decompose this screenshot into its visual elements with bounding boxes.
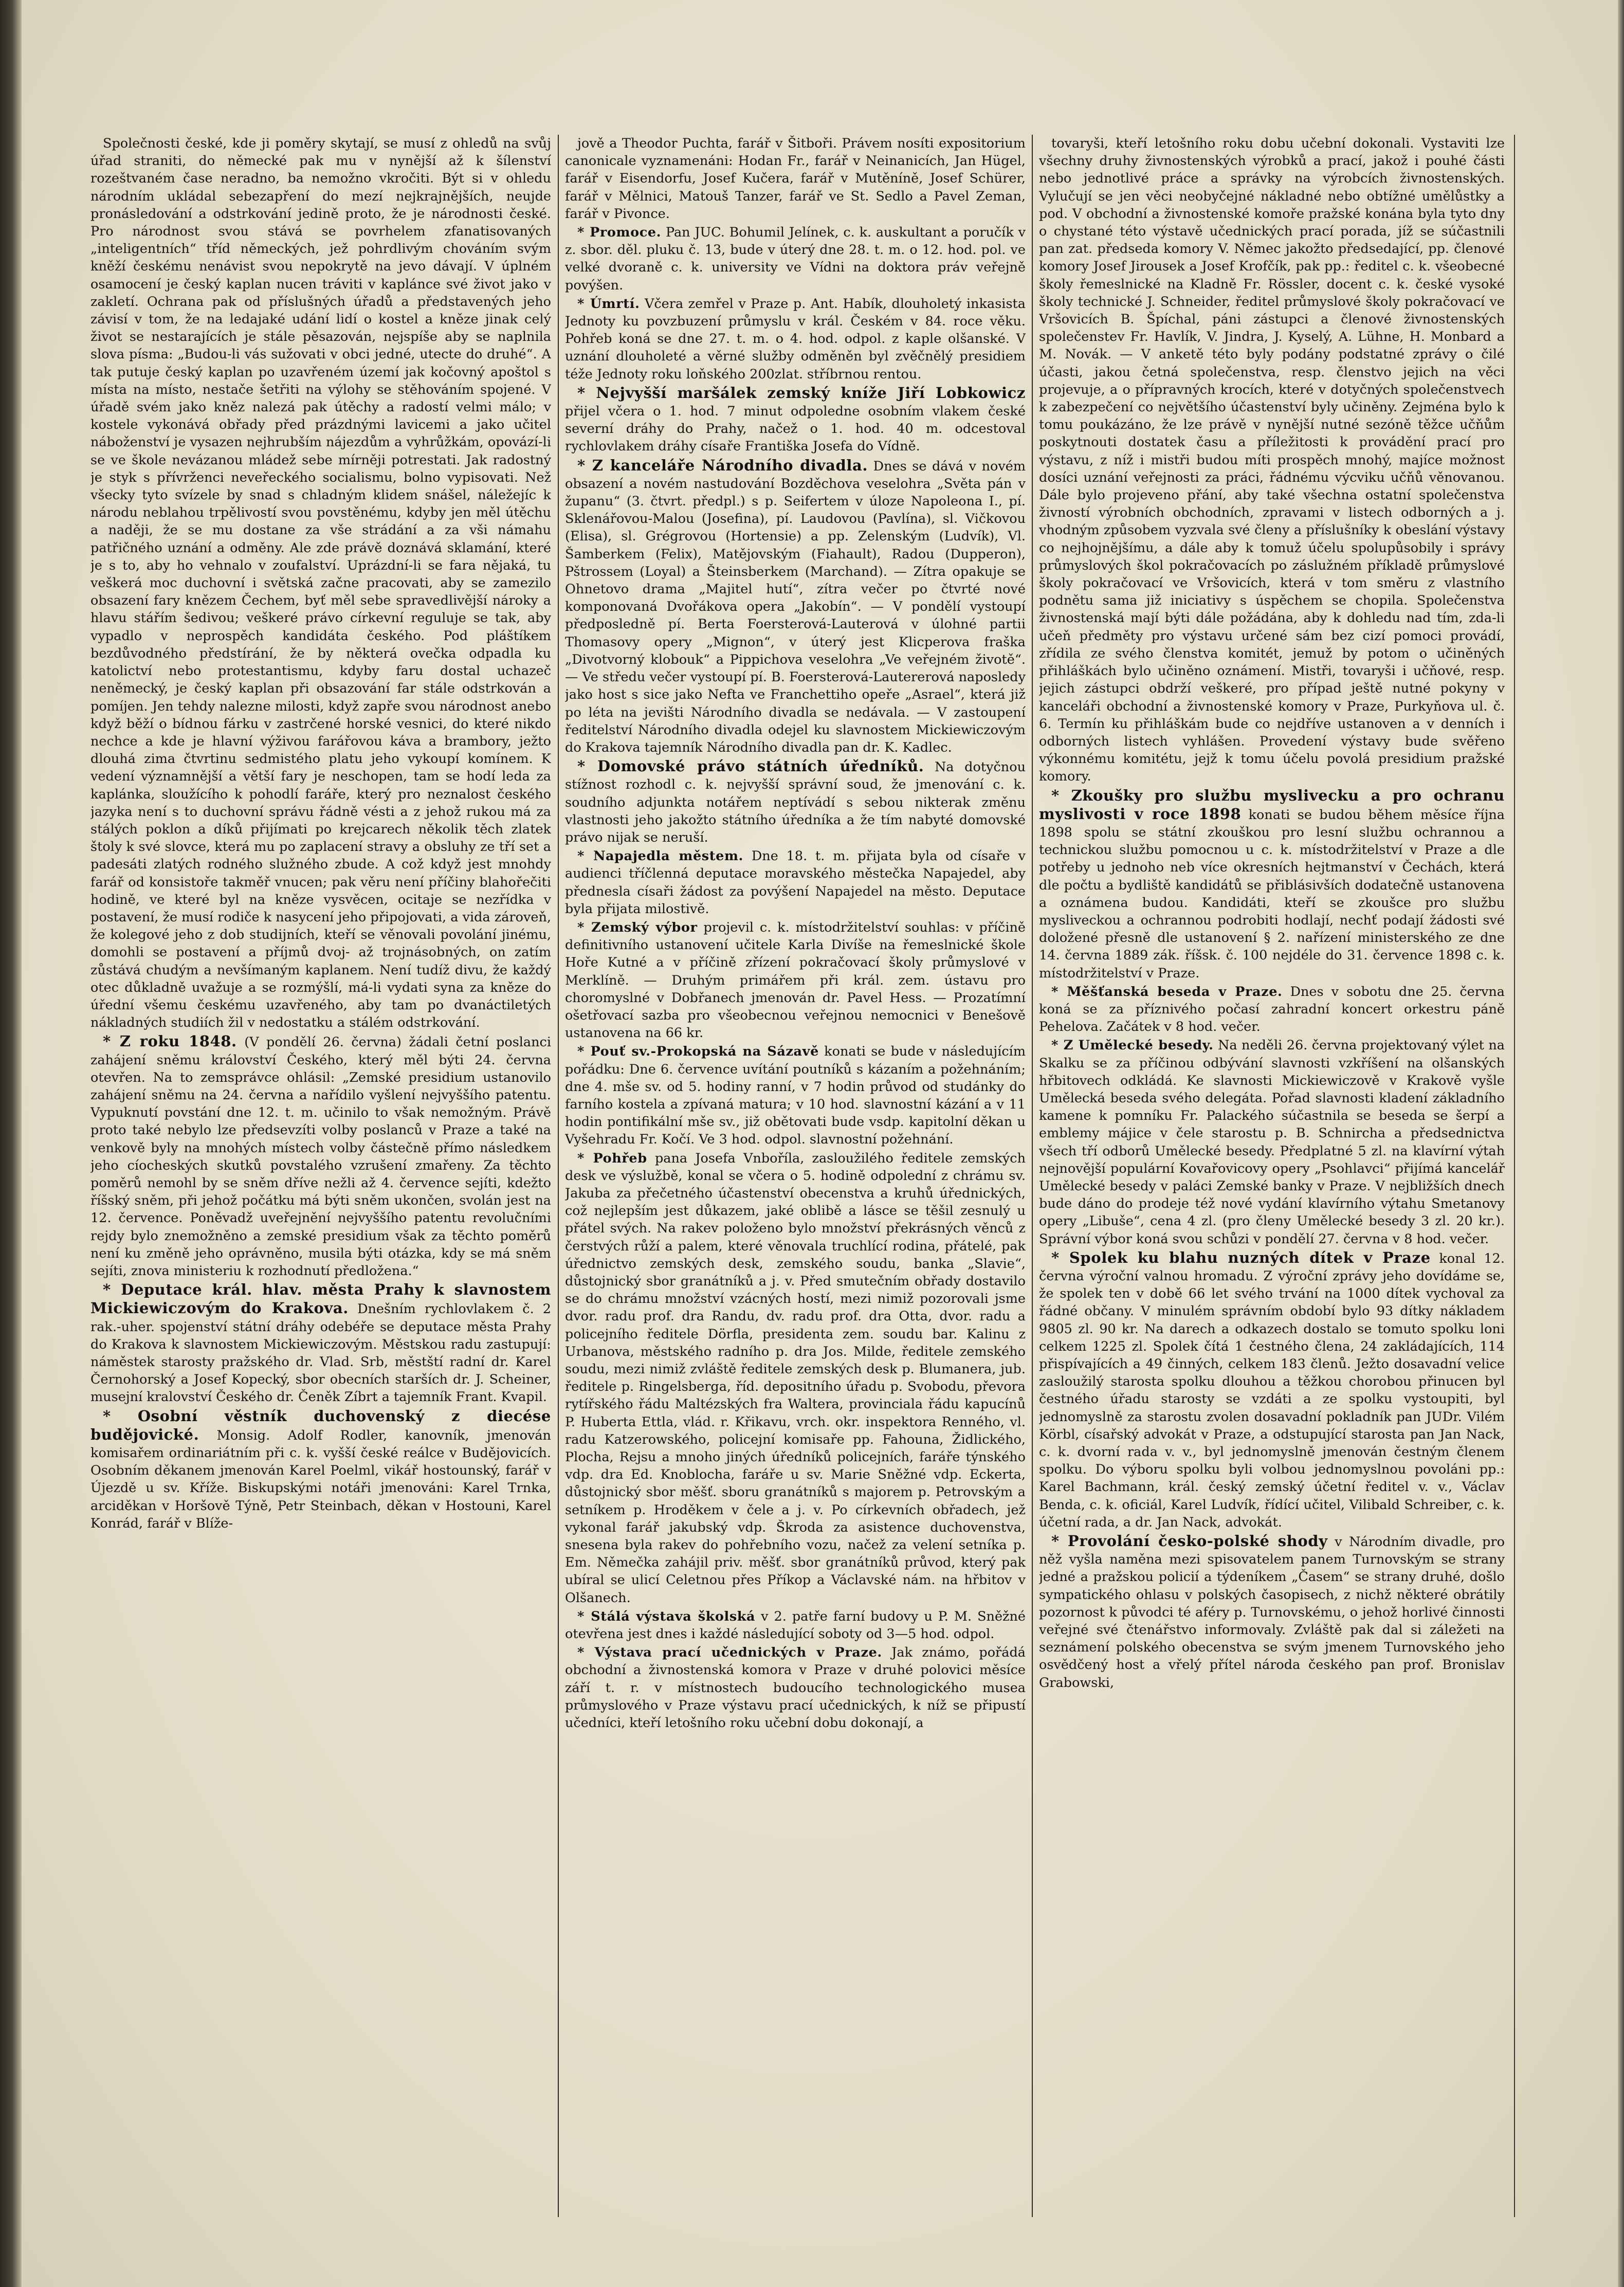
article-heading: * Pouť sv.-Prokopská na Sázavě [577,1044,819,1060]
article-heading: * Napajedla městem. [577,848,744,864]
article-heading: * Z kanceláře Národního divadla. [577,456,868,474]
article-paragraph: * Z Umělecké besedy. Na neděli 26. června projektovaný výlet na Skalku se za příčinou odbývání slavnosti vzkříšení na olšanských hřbitovech odkládá. Ke slavnosti Mickiewiczově v Krakově vyšle Umělecká beseda svého delegáta. Pořad slavnosti kladení základního kamene k pomníku Fr. Palackého súčastnila se beseda se šerpí a emblemy májice v čele starostu p. B. Schnircha a předsednictva všech tří odborů Umělecké besedy. Předplatné 5 zl. na klavírní výtah nejnovější populární Kovařovicovy opery „Psohlavci“ přijímá kancelář Umělecké besedy v paláci Zemské banky v Praze. V nejbližších dnech bude dáno do prodeje též nové vydání klavírního výtahu Smetanovy opery „Libuše“, cena 4 zl. (pro členy Umělecké besedy 3 zl. 20 kr.). Správní výbor koná svou schůzi v pondělí 27. června v 8 hod. večer. [1039,1038,1505,1247]
article-paragraph: * Nejvyšší maršálek zemský kníže Jiří Lobkowicz přijel včera o 1. hod. 7 minut odpoledne osobním vlakem české severní dráhy do Prahy, načež o 1. hod. 40 m. odcestoval rychlovlakem dráhy císaře Františka Josefa do Vídně. [565,384,1026,455]
article-paragraph: jově a Theodor Puchta, farář v Šitboři. Právem nosíti expositorium canonicale vyznamenáni: Hodan Fr., farář v Neinanicích, Jan Hügel, farář v Eisendorfu, Josef Kučera, farář v Mutěníně, Josef Schürer, farář v Mělnici, Matouš Tanzer, farář ve St. Sedlo a Pavel Zeman, farář v Pivonce. [565,136,1026,222]
article-paragraph: Společnosti české, kde ji poměry skytají, se musí z ohledů na svůj úřad straniti, do německé pak mu v nynější až k šílenství rozeštvaném čase neradno, ba nemožno vkročiti. Být si v ohledu národním ukládal sebezapření do mezí nejkrajnějších, neujde pronásledování a odstrkování jedině proto, že je národnosti české. Pro národnost svou stává se povrhelem zfanatisovaných „inteligentních“ tříd německých, jež pohrdlivým chováním svým kněží českému nenávist svou nepokrytě na jevo dávají. V úplném osamocení je český kaplan nucen tráviti v kaplánce své život jako v zakletí. Ochrana pak od příslušných úřadů a představených jeho závisí v tom, že na ledajaké udání lidí o kostel a kněze jinak celý život se nestarajících je stále pěsazován, nejspíše aby se naplnila slova písma: „Budou-li vás sužovati v obci jedné, utecte do druhé“. A tak putuje český kaplan po uzavřeném území jak kočovný apoštol s místa na místo, nestače šetřiti na výlohy se stěhováním spojené. V úřadě svém jako kněz nalezá pak útěchy a radostí velmi málo; v kostele vykonává obřady před prázdnými lavicemi a jako učitel náboženství je vysazen nejhrubším nájezdům a vyhrůžkám, opovází-li se ve škole nevázanou mládež sebe mírněji potrestati. Jak radostný je styk s přívrženci neveřeckého socialismu, bolno vypisovati. Než všecky tyto svízele by snad s chladným klidem snášel, náležejíc k národu neblahou trpělivostí svou povstěnému, kdyby jen měl útěchu a naději, že se mu dostane za vše strádání a za vši námahu patřičného uznání a odměny. Ale zde právě doznává sklamání, které je s to, aby ho vehnalo v zoufalství. Uprázdní-li se fara nějaká, tu veškerá moc duchovní i světská začne pracovati, aby se zamezilo obsazení fary knězem Čechem, byť měl sebe spravedlivější nároky a hlavu stářím šedivou; veškeré právo církevní reguluje se tak, aby vypadlo v neprospěch kandidáta českého. Pod pláštíkem bezdůvodného předstírání, že by některá ovečka odpadla ku katolictví nebo protestantismu, kdyby faru dostal uchazeč neněmecký, je český kaplan při obsazování far stále odstrkován a pomíjen. Jen tehdy nalezne milosti, když zapře svou národnost anebo když běží o bídnou fárku v zastrčené horské vesnici, do které nikdo nechce a kde je hlavní výživou farářovou káva a brambory, ježto dlouhá zima čtvrtinu sedmistého platu jeho vykoupí komínem. K vedení významnější a větší fary je neschopen, tam se hodí leda za kaplánka, sloužícího k pohodlí faráře, který pro neznalost českého jazyka není s to duchovní správu řádně vésti a z jehož rukou má za stálých poklon a díků přijímati po krejcarech několik těch zlatek štoly k své slovce, která mu po zaplacení stravy a obsluhy ze tří set a padesáti zlatých rodného služného zbude. A což když jest mnohdy farář od konsistoře takměř vnucen; pak věru není příčiny blahořečiti hodině, ve které byl na kněze vysvěcen, ocitaje se nezřídka v postavení, že musí rodiče k nasycení jeho připojovati, a vida zároveň, že kolegové jeho z dob studijních, kteří se věnovali povolání jinému, domohli se postavení a příjmů dvoj- až trojnásobných, on zatím zůstává chudým a nevšímaným kaplanem. Není tudíž divu, že každý otec důkladně uvažuje a se rozmýšlí, má-li vydati syna za kněze do úřední všemu českému uzavřeného, aby tam po dvanáctiletých nákladných studiích žil v nedostatku a stálém odstrkování. [90,136,551,1031]
article-heading: * Domovské právo státních úředníků. [577,757,924,775]
article-heading: * Zemský výbor [577,919,698,935]
article-heading: * Spolek ku blahu nuzných dítek v Praze [1051,1248,1431,1266]
article-heading: * Zkoušky pro službu myslivecku a pro ochranu myslivosti v roce 1898 [1039,786,1505,823]
article-paragraph: * Domovské právo státních úředníků. Na dotyčnou stížnost rozhodl c. k. nejvyšší správní soud, že jmenování c. k. soudního adjunkta notářem neptívádí s sebou nikterak změnu vlastnosti jeho jakožto státního úředníka a že tím nabyté domovské právo nijak se neruší. [565,757,1026,845]
article-paragraph: * Pohřeb pana Josefa Vnboříla, zasloužilého ředitele zemských desk ve výslužbě, konal se včera o 5. hodině odpolední z chrámu sv. Jakuba za přečetného účastenství obecenstva a kruhů úřednických, což nejlepším jest důkazem, jaké oblibě a lásce se těšil zesnulý u přátel svých. Na rakev položeno bylo množství překrásných věnců z čerstvých růží a palem, které věnovala truchlící rodina, přátelé, pak úřednictvo zemských desk, zemského soudu, banka „Slavie“, důstojnický sbor granátníků a j. v. Před smutečním obřady dostavilo se do chrámu množství vzácných hostí, mezi nimiž pozorovali jsme dvor. radu prof. dra Randu, dv. radu prof. dra Otta, dvor. radu a policejního ředitele Dörfla, presidenta zem. soudu bar. Kalinu z Urbanova, městského radního p. dra Jos. Milde, ředitele zemského soudu, mezi nimiž zvláště ředitele zemských desk p. Blumanera, jub. ředitele p. Ringelsberga, říd. depositního úřadu p. Svobodu, převora rytířského řádu Maltézských fra Waltera, provinciala řádu kapucínů P. Huberta Ettla, vlád. r. Křikavu, vrch. okr. inspektora Renného, vl. radu Katzerowského, policejní komisaře pp. Fahouna, Židlického, Plocha, Rejsu a mnoho jiných úředníků policejních, faráře týnského vdp. dra Ed. Knoblocha, faráře u sv. Marie Sněžné vdp. Eckerta, důstojnický sbor měšť. sboru granátníků s majorem p. Petrovským a setníkem p. Hroděkem v čele a j. v. Po církevních obřadech, jež vykonal farář jakubský vdp. Škroda za asistence duchovenstva, snesena byla rakev do pohřebního vozu, načež za velení setníka p. Em. Němečka zahájil priv. měšť. sbor granátníků průvod, který pak ubíral se ulicí Celetnou přes Příkop a Václavské nám. na hřbitov v Olšanech. [565,1150,1026,1606]
article-paragraph: * Promoce. Pan JUC. Bohumil Jelínek, c. k. auskultant a poručík v z. sbor. děl. pluku č. 13, bude v úterý dne 28. t. m. o 12. hod. pol. ve velké dvoraně c. k. university ve Vídni na doktora práv veřejně povýšen. [565,225,1026,293]
article-paragraph: * Osobní věstník duchovenský z diecése budějovické. Monsig. Adolf Rodler, kanovník, jmenován komisařem ordinariátním při c. k. vyšší české reálce v Budějovicích. Osobním děkanem jmenován Karel Poelml, vikář hostounský, farář v Újezdě u sv. Kříže. Biskupskými notáři jmenováni: Karel Trnka, arciděkan v Horšově Týně, Petr Steinbach, děkan v Hostouni, Karel Konrád, farář v Blíže- [90,1407,551,1531]
article-paragraph: * Provolání česko-polské shody v Národním divadle, pro něž vyšla naměna mezi spisovatelem panem Turnovským se strany jedné a pražskou policií a týdeníkem „Časem“ se strany druhé, došlo sympatického ohlasu v polských časopisech, z nichž některé obrátily pozornost k původci té aféry p. Turnovskému, o jehož horlivé činnosti veřejné své čtenářstvo informovaly. Zvláště pak dal si záležeti na seznámení polského obecenstva se svým jmenem Turnovského jeho osvědčený host a vřelý přítel národa českého pan prof. Bronislav Grabowski, [1039,1532,1505,1691]
column-divider [1032,135,1033,2217]
scan-edge-right [1618,0,1624,2287]
article-heading: * Osobní věstník duchovenský z diecése budějovické. [90,1407,551,1443]
column-1 [90,135,551,2217]
article-paragraph: * Zkoušky pro službu myslivecku a pro ochranu myslivosti v roce 1898 konati se budou během měsíce října 1898 spolu se státní zkouškou pro lesní službu ochrannou a technickou službu pomocnou u c. k. místodržitelství v Praze a dle potřeby u jednoho neb více okresních hejtmanství v Čechách, která dle počtu a bydliště kandidátů se přiblásivších dodatečně ustanovena a oznámena budou. Kandidáti, kteří se zkoušce pro službu mysliveckou a ochrannou podrobiti hodlají, nechť podají žádosti své doložené přesně dle ustanovení § 2. nařízení ministerského ze dne 14. června 1889 zák. říšsk. č. 100 nejdéle do 31. července 1898 c. k. místodržitelství v Praze. [1039,786,1505,981]
article-paragraph: * Deputace král. hlav. města Prahy k slavnostem Mickiewiczovým do Krakova. Dnešním rychlovlakem č. 2 rak.-uher. spojenství státní dráhy odebéře se deputace města Prahy do Krakova k slavnostem Mickiewiczovým. Městskou radu zastupují: náměstek starosty pražského dr. Vlad. Srb, městští radní dr. Karel Černohorský a Josef Kopecký, sbor obecních starších dr. J. Scheiner, musejní kralovství Českého dr. Čeněk Zíbrt a tajemník Frant. Kvapil. [90,1281,551,1405]
article-heading: * Výstava prací učednických v Praze. [577,1645,882,1661]
article-paragraph: * Výstava prací učednických v Praze. Jak známo, pořádá obchodní a živnostenská komora v Praze v druhé polovici měsíce září t. r. v místnostech budoucího technologického musea průmyslového v Praze výstavu prací učednických, k níž se připustí učedníci, kteří letošního roku učební dobu dokonají, a [565,1645,1026,1731]
article-paragraph: tovaryši, kteří letošního roku dobu učební dokonali. Vystaviti lze všechny druhy živnostenských výrobků a prací, jakož i pouhé části nebo jednotlivé práce a správky na výrobcích živnostenských. Vylučují se jen věci neobyčejné nákladné nebo obtížné umělůstky a pod. V obchodní a živnostenské komoře pražské konána byla tyto dny o chystané této výstavě učednických prací porada, jíž se súčastnili pan zat. předseda komory V. Němec jakožto předsedající, pp. členové komory Josef Jirousek a Josef Krofčík, pak pp.: ředitel c. k. všeobecné školy řemeslnické na Kladně Fr. Rössler, docent c. k. české vysoké školy technické J. Schneider, ředitel průmyslové školy pokračovací ve Vršovicích B. Špíchal, páni zástupci a členové živnostenských společenstev Fr. Havlík, V. Jindra, J. Kyselý, A. Lühne, H. Monbard a M. Novák. — V anketě této byly podány podstatné zprávy o čilé účasti, jakou četná společenstva, resp. členstvo jejich na věci projevuje, a o přípravných krocích, které v dotyčných společenstvech k zabezpečení co největšího účastenství byly učiněny. Zejména bylo k tomu poukázáno, že lze právě v nynější nutné sezóně těžce učňům poskytnouti dostatek času a příležitosti k provádění prací pro výstavu, z níž i mistři budou míti prospěch mnohý, majíce možnost dosíci uznání veřejnosti za práci, řádnému výcviku učňů věnovanou. Dále bylo projeveno přání, aby také všechna ostatní společenstva živností výrobních obchodních, zpravami v listech odborných a j. vhodným způsobem vyzvala své členy a příslušníky k obeslání výstavy co nejhojnějšímu, a dále aby k tomuž účelu spolupůsobily i správy průmyslových škol pokračovacích po záslužném příkladě průmyslové školy pokračovací ve Vršovicích, která v tom směru z vlastního podnětu sama již iniciativy s úspěchem se chopila. Společenstva živnostenská mají býti dále požádána, aby k dohledu nad tím, zda-li učeň předměty pro výstavu určené sám bez cizí pomoci provádí, zřídila ze svého členstva komitét, jemuž by potom o učiněných přihláškách bylo učiněno oznámení. Mistři, tovaryši i učňové, resp. jejich zástupci obdrží veškeré, pro případ ještě nutné pokyny v kanceláři obchodní a živnostenské komory v Praze, Purkyňova ul. č. 6. Termín ku přihláškám bude co nejdříve ustanoven a v denních i odborných listech vyhlášen. Provedení výstavy bude svěřeno výkonnému komitétu, jejž k tomu účelu povolá presidium pražské komory. [1039,136,1505,785]
column-divider [558,135,559,2217]
article-heading: * Pohřeb [577,1150,647,1166]
article-paragraph: * Zemský výbor projevil c. k. místodržitelství souhlas: v příčině definitivního ustanovení učitele Karla Divíše na řemeslnické škole Hoře Kutné a v příčině zřízení pokračovací školy průmyslové v Merklíně. — Druhým primářem při král. zem. ústavu pro choromyslné v Dobřanech jmenován dr. Pavel Hess. — Prozatímní ošetřovací sazba pro všeobecnou veřejnou nemocnici v Benešově ustanovena na 66 kr. [565,919,1026,1041]
article-paragraph: * Měšťanská beseda v Praze. Dnes v sobotu dne 25. června koná se za příznivého počasí zahradní koncert orkestru páně Pehelova. Začátek v 8 hod. večer. [1039,984,1505,1035]
article-heading: * Z Umělecké besedy. [1051,1038,1214,1054]
right-border-rule [1514,135,1515,2217]
article-heading: * Stálá výstava školská [577,1608,756,1624]
article-heading: * Úmrtí. [577,296,640,312]
article-paragraph: * Spolek ku blahu nuzných dítek v Praze konal 12. června výroční valnou hromadu. Z výroční zprávy jeho dovídáme se, že spolek ten v době 66 let svého trvání na 1000 dítek vychoval za řádné občany. V minulém správním období bylo 93 dítky nákladem 9805 zl. 90 kr. Na darech a odkazech dostalo se tomuto spolku loni celkem 1225 zl. Spolek čítá 1 čestného člena, 24 zakládajících, 114 přispívajících a 49 činných, celkem 183 členů. Ježto dosavadní velice zasloužilý starosta spolku dlouhou a těžkou chorobou přinucen byl čestného úřadu starosty se vzdáti a ze spolku vystoupiti, byl jednomyslně za starostu zvolen dosavadní pokladník pan JUDr. Vilém Körbl, císařský advokát v Praze, a odstupující starosta pan Jan Nack, c. k. dvorní rada v. v., byl jednomyslně jmenován čestným členem spolku. Do výboru spolku byli volbou jednomyslnou povoláni pp.: Karel Bachmann, král. český zemský účetní ředitel v. v., Václav Benda, c. k. oficiál, Karel Ludvík, řídící učitel, Vilibald Schreiber, c. k. účetní rada, a dr. Jan Nack, advokát. [1039,1248,1505,1530]
article-paragraph: * Stálá výstava školská v 2. patře farní budovy u P. M. Sněžné otevřena jest dnes i každé následující soboty od 3—5 hod. odpol. [565,1608,1026,1642]
article-paragraph: * Pouť sv.-Prokopská na Sázavě konati se bude v následujícím pořádku: Dne 6. července uvítání poutníků s kázaním a požehnáním; dne 4. mše sv. od 5. hodiny ranní, v 7 hodin průvod od studánky do farního kostela a zpívaná matura; v 10 hod. slavnostní kázání a v 11 hodin pontifikální mše sv., již obětovati bude vsdp. kapitolní děkan u Vyšehradu Fr. Kočí. Ve 3 hod. odpol. slavnostní požehnání. [565,1044,1026,1148]
scan-edge-left [0,0,22,2287]
article-heading: * Z roku 1848. [103,1032,237,1050]
article-paragraph: * Úmrtí. Včera zemřel v Praze p. Ant. Habík, dlouholetý inkasista Jednoty ku povzbuzení průmyslu v král. Českém v 84. roce věku. Pohřeb koná se dne 27. t. m. o 4. hod. odpol. z kaple olšanské. V uznání dlouholeté a věrné služby odměněn byl zvěčnělý presidiem téže Jednoty roku loňského 200zlat. stříbrnou rentou. [565,296,1026,382]
article-heading: * Promoce. [577,225,662,241]
column-3 [1039,135,1505,2217]
article-heading: * Deputace král. hlav. města Prahy k slavnostem Mickiewiczovým do Krakova. [90,1281,551,1317]
article-heading: * Nejvyšší maršálek zemský kníže Jiří Lobkowicz [577,384,1026,402]
article-heading: * Měšťanská beseda v Praze. [1051,984,1283,1000]
article-paragraph: * Z roku 1848. (V pondělí 26. června) žádali četní poslanci zahájení sněmu království Českého, který měl býti 24. června otevřen. Na to zemsprávce ohlásil: „Zemské presidium ustanovilo zahájení sněmu na 24. června a nařídilo vyšlení nejvyššího patentu. Vypuknutí povstání dne 12. t. m. učinilo to však nemožným. Právě proto také nebylo lze předsevzíti volby poslanců v Praze a také na venkově byly na mnohých místech volby částečně přímo následkem jeho cíocheských skutků povstalého vzrušení zmařeny. Za těchto poměrů nemohl by se sněm dříve nežli až 4. července sejíti, kdežto říšský sněm, při jehož počátku má býti sněm ukončen, svolán jest na 12. července. Poněvadž uveřejnění nejvyššího patentu revolučními rejdy bylo znemožněno a zemské presidium však za těchto poměrů není ku změně jeho oprávněno, musila býti otázka, kdy se má sněm sejíti, znova ministeriu k rozhodnutí předložena.“ [90,1032,551,1279]
article-paragraph: * Napajedla městem. Dne 18. t. m. přijata byla od císaře v audienci tříčlenná deputace moravského městečka Napajedel, aby přednesla císaři žádost za povýšení Napajedel na město. Deputace byla přijata milostivě. [565,848,1026,917]
article-paragraph: * Z kanceláře Národního divadla. Dnes se dává v novém obsazení a novém nastudování Bozděchova veselohra „Světa pán v županu“ (3. čtvrt. předpl.) s p. Seifertem v úloze Napoleona I., pí. Sklenářovou-Malou (Josefina), pí. Laudovou (Pavlína), sl. Vičkovou (Elisa), sl. Grégrovou (Hortensie) a pp. Zelenským (Ludvík), Vl. Šamberkem (Felix), Matějovským (Fiahault), Radou (Dupperon), Pštrossem (Loyal) a Šteinsberkem (Marchand). — Zítra opakuje se Ohnetovo drama „Majitel hutí“, zítra večer po čtvrté nové komponovaná Dvořákova opera „Jakobín“. — V pondělí vystoupí předposledně pí. Berta Foersterová-Lauterová v úlohné partii Thomasovy opery „Mignon“, v úterý jest Klicperova fraška „Divotvorný klobouk“ a Pippichova veselohra „Ve veřejném životě“. — Ve středu večer vystoupí pí. B. Foersterová-Lautererová naposledy jako host s sice jako Nefta ve Franchettiho opeře „Asrael“, která již po léta na jevišti Národního divadla se nedávala. — V zastoupení ředitelství Národního divadla odejel ku slavnostem Mickiewiczovým do Krakova tajemník Národního divadla pan dr. K. Kadlec. [565,456,1026,755]
column-2 [565,135,1026,2217]
article-heading: * Provolání česko-polské shody [1051,1532,1328,1550]
